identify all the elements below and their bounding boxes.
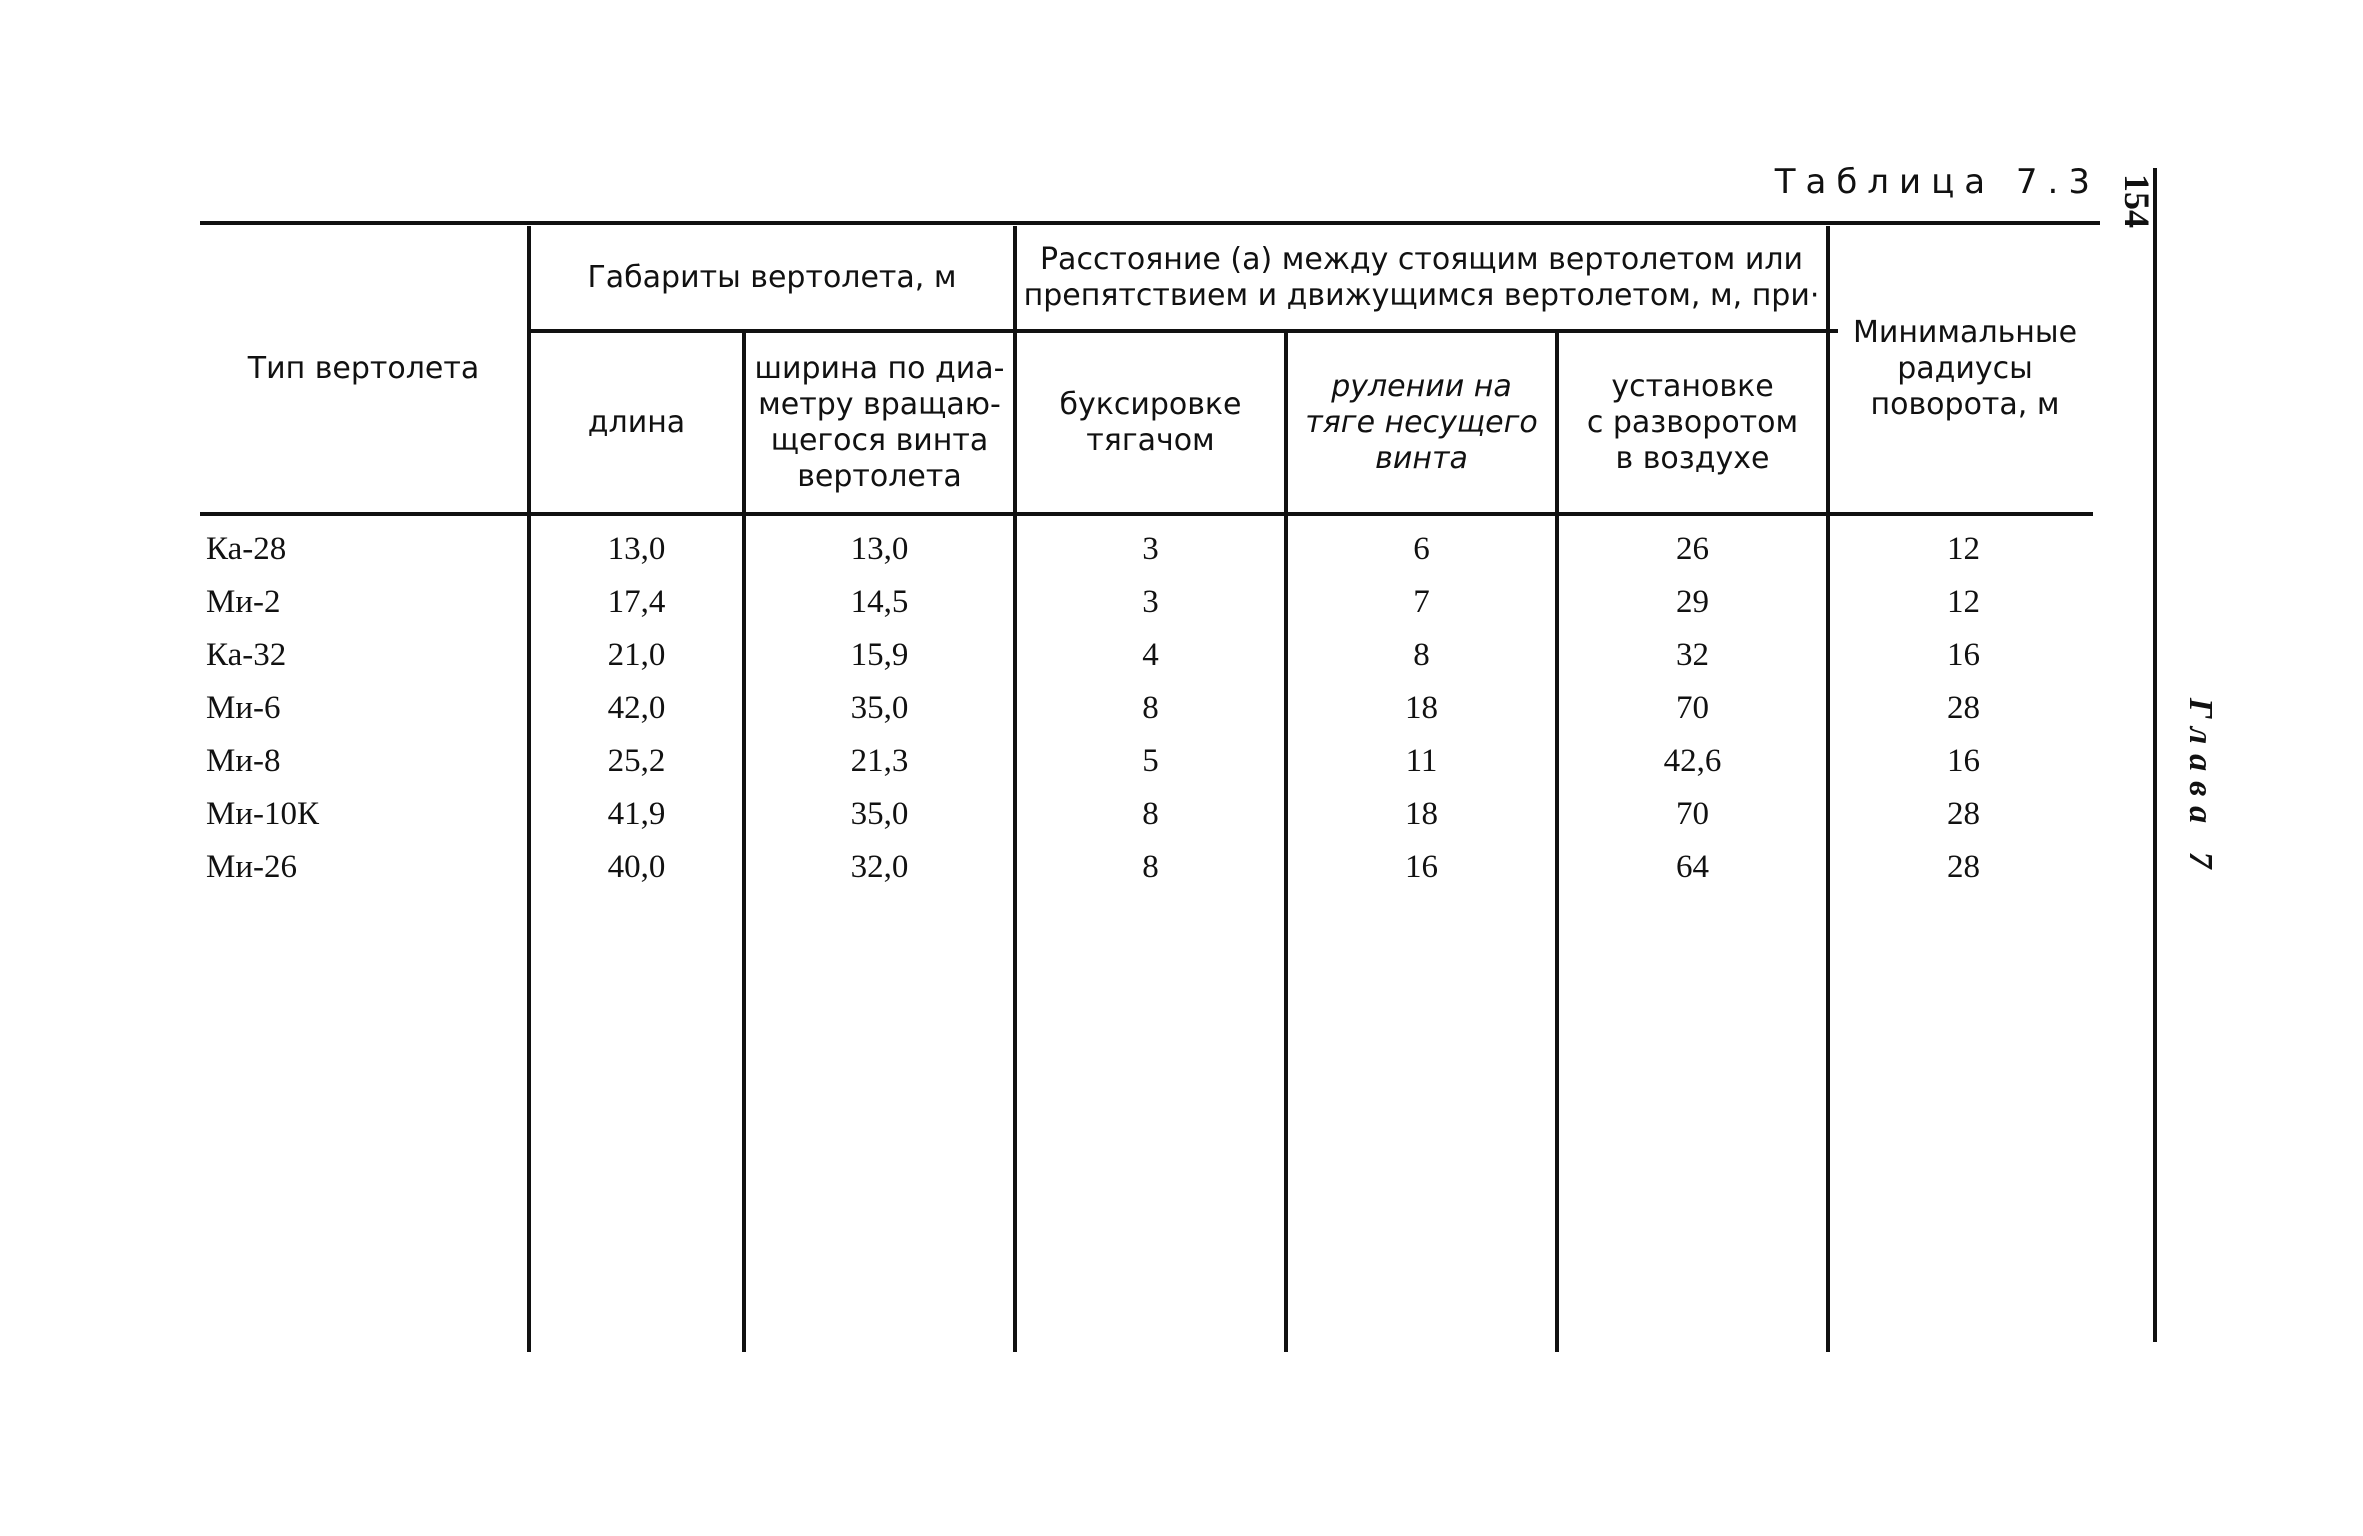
cell-length: 42,0: [607, 690, 666, 726]
cell-towing: 3: [1142, 531, 1159, 567]
header-min-radius: Минимальные радиусы поворота, м: [1852, 315, 2078, 422]
chapter-label: Глава 7: [2182, 698, 2219, 879]
table-top-rule: [200, 221, 2100, 225]
cell-width: 14,5: [850, 584, 909, 620]
cell-type: Ка-28: [206, 531, 287, 567]
cell-radius: 16: [1947, 743, 1980, 779]
header-dims-group: Габариты вертолета, м: [587, 259, 957, 295]
cell-type: Ми-26: [206, 849, 297, 885]
table-row: [200, 629, 2100, 681]
cell-taxiing: 7: [1413, 584, 1430, 620]
header-dist-towing: буксировке тягачом: [1059, 386, 1242, 458]
cell-length: 25,2: [607, 743, 666, 779]
cell-width: 21,3: [850, 743, 909, 779]
header-dist-group: Расстояние (а) между стоящим вертолетом или препятствием и движущимся вертолетом, м, при·: [1023, 241, 1820, 313]
cell-taxiing: 6: [1413, 531, 1430, 567]
cell-hover: 29: [1676, 584, 1709, 620]
table-row: [200, 682, 2100, 734]
cell-type: Ми-6: [206, 690, 281, 726]
page-number: 154: [2117, 174, 2157, 228]
cell-towing: 8: [1142, 690, 1159, 726]
table-row: [200, 735, 2100, 787]
cell-radius: 28: [1947, 796, 1980, 832]
cell-taxiing: 8: [1413, 637, 1430, 673]
cell-hover: 32: [1676, 637, 1709, 673]
margin-rule: [2153, 168, 2157, 1342]
header-dist-hover: установке с разворотом в воздухе: [1586, 368, 1799, 476]
header-dims-width: ширина по диа- метру вращаю- щегося винта вертолета: [754, 350, 1005, 494]
cell-taxiing: 11: [1405, 743, 1438, 779]
cell-type: Ми-2: [206, 584, 281, 620]
cell-hover: 26: [1676, 531, 1709, 567]
header-bottom-rule: [200, 512, 2093, 516]
cell-hover: 42,6: [1663, 743, 1722, 779]
cell-radius: 16: [1947, 637, 1980, 673]
cell-taxiing: 18: [1405, 690, 1438, 726]
header-dist-taxiing: рулении на тяге несущего винта: [1305, 368, 1538, 476]
cell-hover: 70: [1676, 796, 1709, 832]
cell-hover: 64: [1676, 849, 1709, 885]
cell-radius: 28: [1947, 690, 1980, 726]
cell-length: 41,9: [607, 796, 666, 832]
cell-towing: 4: [1142, 637, 1159, 673]
table-row: [200, 841, 2100, 893]
cell-type: Ка-32: [206, 637, 287, 673]
cell-type: Ми-8: [206, 743, 281, 779]
cell-taxiing: 18: [1405, 796, 1438, 832]
cell-width: 35,0: [850, 796, 909, 832]
cell-taxiing: 16: [1405, 849, 1438, 885]
cell-width: 13,0: [850, 531, 909, 567]
cell-hover: 70: [1676, 690, 1709, 726]
cell-width: 15,9: [850, 637, 909, 673]
cell-length: 17,4: [607, 584, 666, 620]
header-dims-length: длина: [587, 404, 686, 440]
cell-length: 13,0: [607, 531, 666, 567]
cell-radius: 28: [1947, 849, 1980, 885]
cell-towing: 8: [1142, 796, 1159, 832]
cell-type: Ми-10К: [206, 796, 320, 832]
cell-length: 21,0: [607, 637, 666, 673]
cell-radius: 12: [1947, 584, 1980, 620]
cell-towing: 3: [1142, 584, 1159, 620]
cell-towing: 5: [1142, 743, 1159, 779]
cell-width: 32,0: [850, 849, 909, 885]
table-row: [200, 523, 2100, 575]
cell-towing: 8: [1142, 849, 1159, 885]
cell-radius: 12: [1947, 531, 1980, 567]
header-type: Тип вертолета: [247, 351, 480, 386]
cell-length: 40,0: [607, 849, 666, 885]
table-row: [200, 788, 2100, 840]
cell-width: 35,0: [850, 690, 909, 726]
table-row: [200, 576, 2100, 628]
table-caption: Таблица 7.3: [1774, 162, 2100, 202]
